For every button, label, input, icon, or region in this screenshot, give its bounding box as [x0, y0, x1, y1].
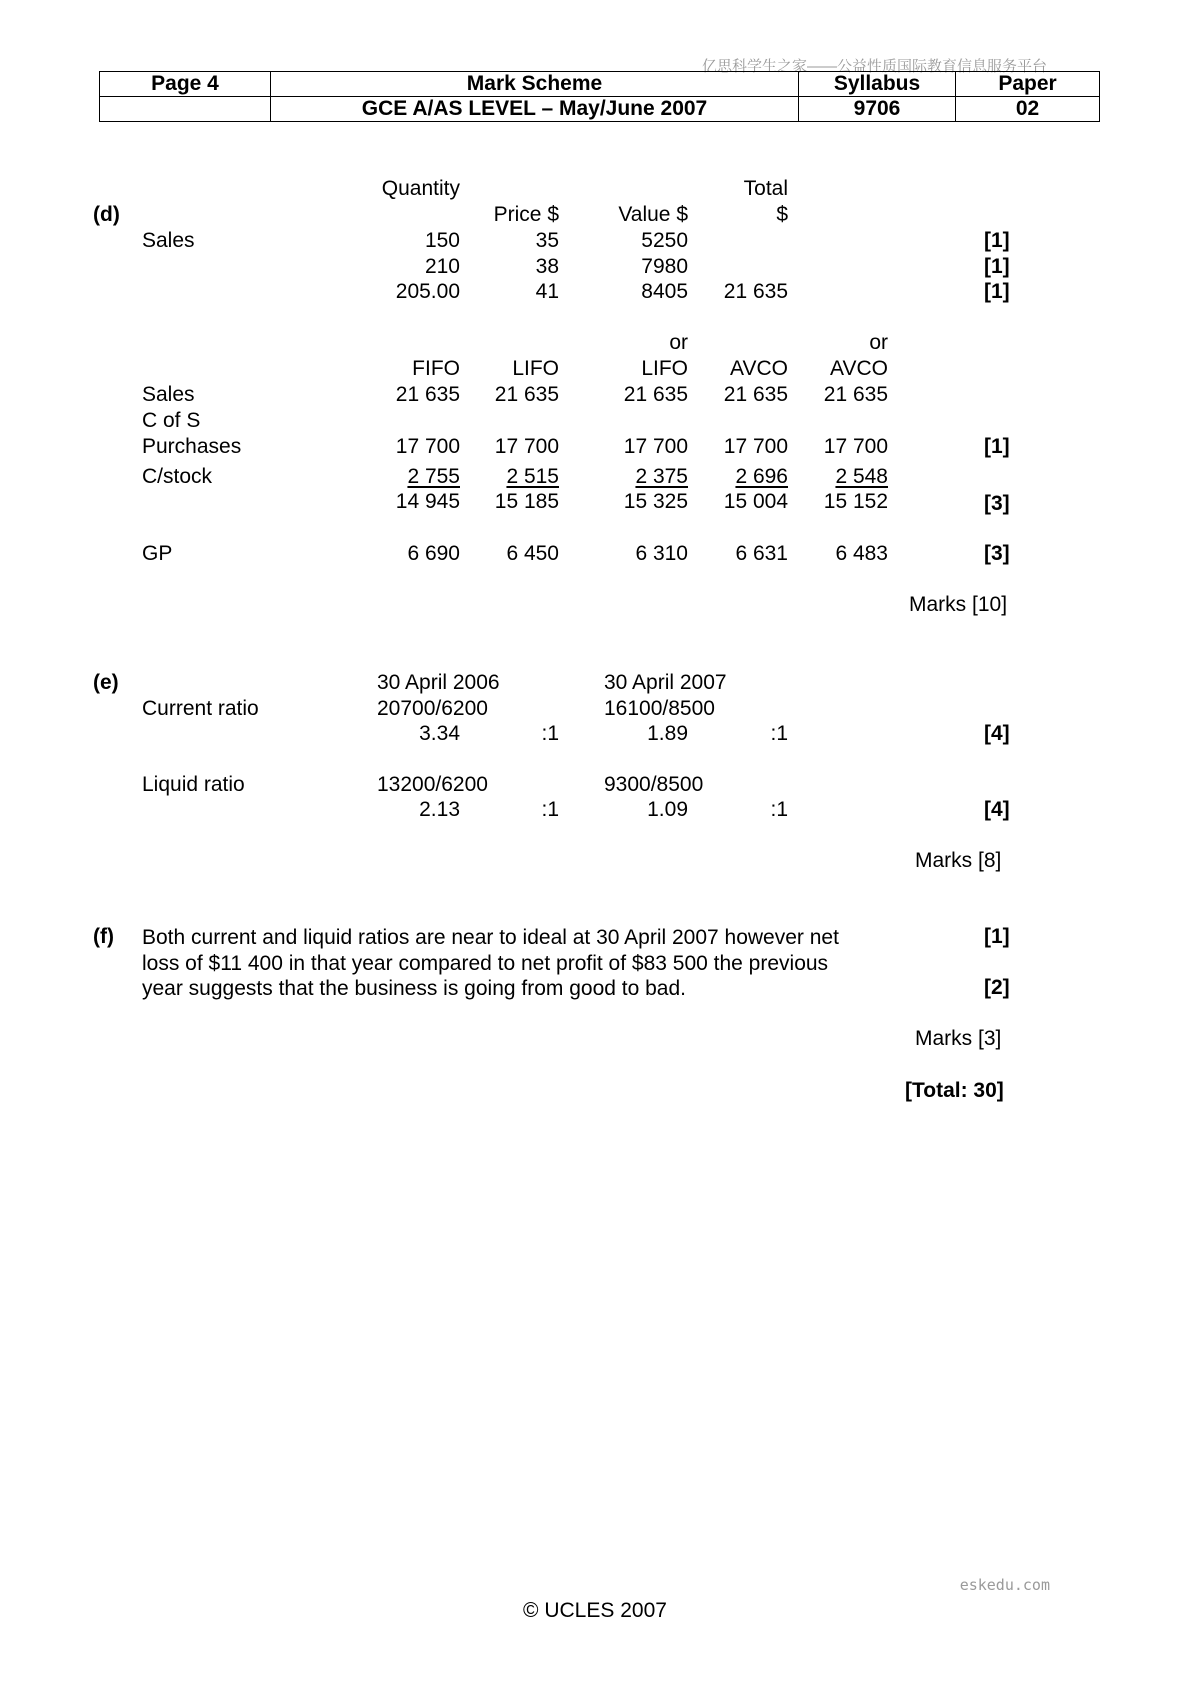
cell: 6 483 — [835, 542, 888, 565]
header-empty — [100, 97, 271, 122]
col-head-total-unit: $ — [776, 203, 788, 226]
answer-paragraph — [142, 925, 892, 1002]
date-2007: 30 April 2007 — [604, 671, 727, 694]
ratio-suffix: :1 — [541, 798, 559, 821]
section-label-d: (d) — [93, 203, 120, 226]
sales-price: 35 — [535, 229, 559, 252]
cell: 6 631 — [735, 542, 788, 565]
cell: 21 635 — [494, 383, 559, 406]
section-label-e: (e) — [93, 671, 119, 694]
cell: 2 548 — [835, 465, 888, 488]
cell: 15 185 — [494, 490, 559, 513]
col-head-quantity: Quantity — [381, 177, 460, 200]
date-2006: 30 April 2006 — [377, 671, 500, 694]
answer-line: Both current and liquid ratios are near to ideal at 30 April 2007 however net — [142, 926, 839, 949]
liquid-val-2006: 2.13 — [419, 798, 460, 821]
mark: [4] — [984, 798, 1010, 821]
mark: [1] — [984, 435, 1010, 458]
sales-qty: 205.00 — [395, 280, 460, 303]
row-label-gp: GP — [142, 542, 173, 565]
ratio-suffix: :1 — [770, 722, 788, 745]
cell: 21 635 — [623, 383, 688, 406]
cell: 15 004 — [723, 490, 788, 513]
answer-line: loss of $11 400 in that year compared to net profit of $83 500 the previous — [142, 951, 829, 975]
answer-line: year suggests that the business is going from good to bad. — [142, 977, 687, 1000]
col-head-total: Total — [743, 177, 788, 200]
header-syllabus-code: 9706 — [799, 97, 956, 122]
cell: 6 690 — [407, 542, 460, 565]
sales-value: 7980 — [641, 255, 688, 278]
liquid-calc-2007: 9300/8500 — [604, 773, 704, 796]
ratio-suffix: :1 — [541, 722, 559, 745]
cell: 6 450 — [506, 542, 559, 565]
row-label-liquid-ratio: Liquid ratio — [142, 773, 245, 796]
cell: 17 700 — [823, 435, 888, 458]
col-head-value: Value $ — [618, 203, 688, 226]
mark: [1] — [984, 280, 1010, 303]
cell: 2 515 — [506, 465, 559, 488]
mark: [1] — [984, 229, 1010, 252]
row-label-current-ratio: Current ratio — [142, 697, 259, 720]
row-label-cstock: C/stock — [142, 465, 213, 488]
method-avco: AVCO — [730, 357, 788, 380]
header-mark-scheme: Mark Scheme — [271, 72, 799, 97]
header-page: Page 4 — [100, 72, 271, 97]
sales-price: 41 — [535, 280, 559, 303]
sales-qty: 150 — [424, 229, 460, 252]
method-fifo: FIFO — [412, 357, 460, 380]
cell: 14 945 — [395, 490, 460, 513]
header-paper-label: Paper — [956, 72, 1100, 97]
method-lifo: LIFO — [512, 357, 559, 380]
section-label-f: (f) — [93, 925, 114, 948]
method-avco-alt: AVCO — [830, 357, 888, 380]
marks-d: Marks [10] — [909, 593, 1008, 616]
marks-f: Marks [3] — [915, 1027, 1002, 1050]
cell: 21 635 — [723, 383, 788, 406]
mark: [4] — [984, 722, 1010, 745]
cell: 17 700 — [395, 435, 460, 458]
header-paper-code: 02 — [956, 97, 1100, 122]
sales-value: 5250 — [641, 229, 688, 252]
mark: [3] — [984, 492, 1010, 515]
or-label: or — [869, 331, 888, 354]
liquid-calc-2006: 13200/6200 — [377, 773, 488, 796]
mark: [1] — [984, 925, 1010, 948]
ratio-suffix: :1 — [770, 798, 788, 821]
cell: 2 755 — [407, 465, 460, 488]
header-table — [99, 71, 1100, 122]
mark: [3] — [984, 542, 1010, 565]
cell: 17 700 — [494, 435, 559, 458]
marks-e: Marks [8] — [915, 849, 1002, 872]
current-calc-2007: 16100/8500 — [604, 697, 715, 720]
cell: 15 152 — [823, 490, 888, 513]
cell: 21 635 — [395, 383, 460, 406]
current-val-2007: 1.89 — [647, 722, 688, 745]
sales-qty: 210 — [424, 255, 460, 278]
liquid-val-2007: 1.09 — [647, 798, 688, 821]
watermark-top: 亿思科学生之家——公益性质国际教育信息服务平台 — [701, 58, 1047, 75]
cell: 15 325 — [623, 490, 688, 513]
method-lifo-alt: LIFO — [641, 357, 688, 380]
sales-price: 38 — [535, 255, 559, 278]
row-label-cofs: C of S — [142, 409, 201, 432]
current-val-2006: 3.34 — [419, 722, 460, 745]
cell: 17 700 — [723, 435, 788, 458]
mark: [2] — [984, 976, 1010, 999]
current-calc-2006: 20700/6200 — [377, 697, 488, 720]
mark: [1] — [984, 255, 1010, 278]
col-head-price: Price $ — [493, 203, 559, 226]
sales-value: 8405 — [641, 280, 688, 303]
or-label: or — [669, 331, 688, 354]
cell: 17 700 — [623, 435, 688, 458]
cell: 21 635 — [823, 383, 888, 406]
sales-total: 21 635 — [723, 280, 788, 303]
cell: 2 696 — [735, 465, 788, 488]
cell: 2 375 — [635, 465, 688, 488]
row-label-sales: Sales — [142, 229, 195, 252]
cell: 6 310 — [635, 542, 688, 565]
header-level: GCE A/AS LEVEL – May/June 2007 — [271, 97, 799, 122]
total-marks: [Total: 30] — [905, 1079, 1004, 1102]
header-syllabus-label: Syllabus — [799, 72, 956, 97]
row-label-sales-2: Sales — [142, 383, 195, 406]
watermark-bottom: eskedu.com — [959, 1576, 1050, 1594]
footer-copyright: © UCLES 2007 — [523, 1599, 667, 1622]
row-label-purchases: Purchases — [142, 435, 242, 458]
